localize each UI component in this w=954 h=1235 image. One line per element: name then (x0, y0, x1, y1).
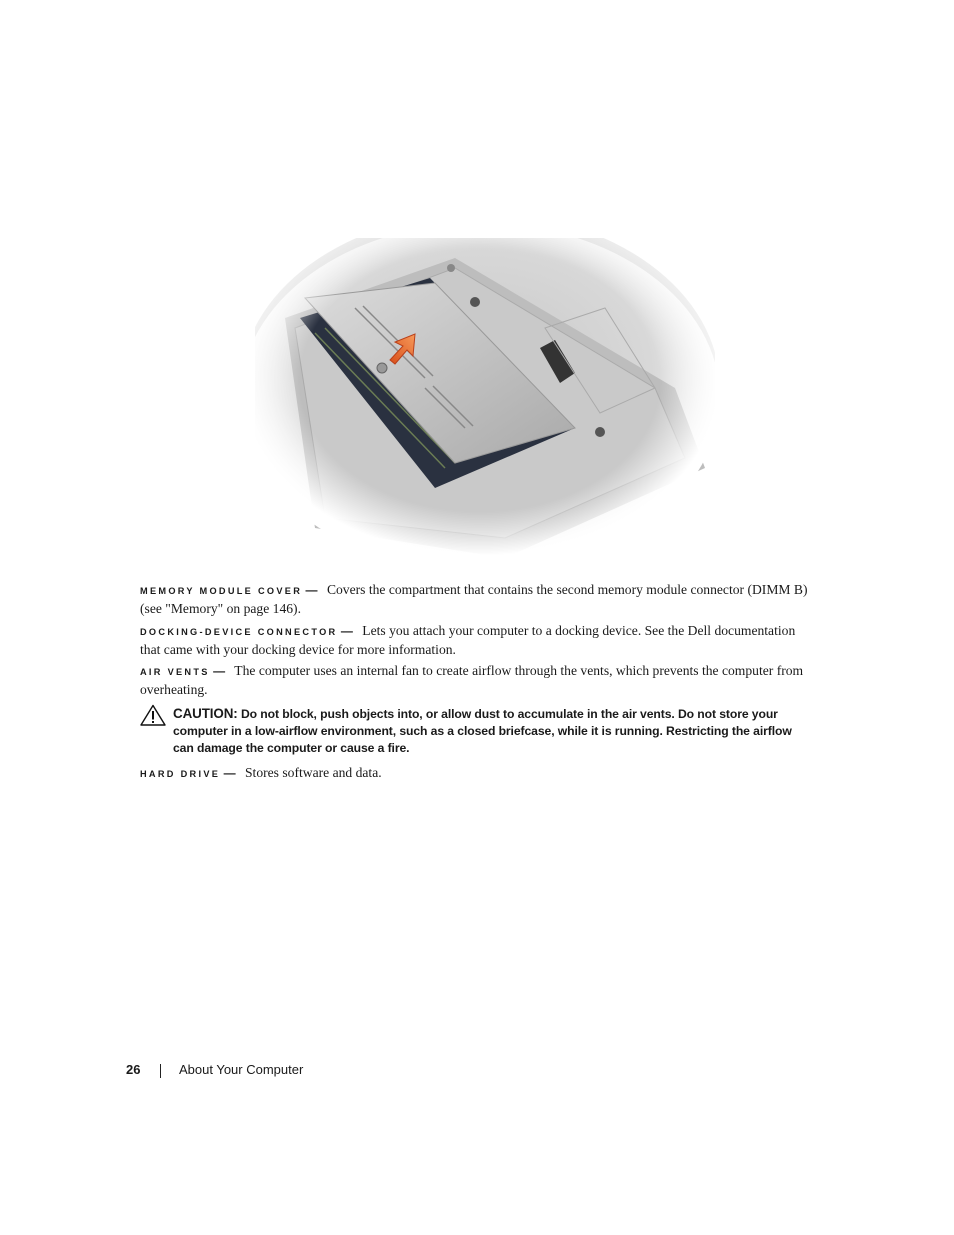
em-dash: — (213, 664, 226, 678)
em-dash: — (340, 624, 353, 638)
entry-text: The computer uses an internal fan to create airflow through the vents, which prevents the computer from overheating. (140, 663, 804, 697)
page-number: 26 (126, 1062, 141, 1077)
entry-memory-module-cover (140, 581, 815, 617)
entry-docking-device-connector (140, 622, 815, 658)
caution-text (173, 705, 813, 757)
memory-cover-illustration (255, 238, 715, 558)
caution-triangle-icon (140, 704, 166, 726)
entry-air-vents (140, 662, 815, 698)
laptop-bottom-image (255, 238, 715, 558)
em-dash: — (305, 583, 318, 597)
term-label: HARD DRIVE (140, 769, 221, 779)
caution-label: CAUTION: (173, 706, 238, 721)
footer-divider (160, 1064, 161, 1078)
term-label: DOCKING-DEVICE CONNECTOR (140, 627, 338, 637)
em-dash: — (223, 766, 236, 780)
caution-notice (140, 704, 810, 758)
term-label: MEMORY MODULE COVER (140, 586, 303, 596)
entry-text: Covers the compartment that contains the second memory module connector (DIMM B) (see "Memory" on page 146). (140, 582, 808, 616)
caution-body: Do not block, push objects into, or allow dust to accumulate in the air vents. Do not store your computer in a low-airflow environment, such as a closed briefcase, while it is running. Restricting the airflow can damage the computer or cause a fire. (173, 707, 792, 755)
entry-text: Lets you attach your computer to a docking device. See the Dell documentation that came with your docking device for more information. (140, 623, 796, 657)
section-title: About Your Computer (179, 1062, 304, 1077)
term-label: AIR VENTS (140, 667, 210, 677)
entry-hard-drive (140, 764, 815, 783)
entry-text: Stores software and data. (244, 765, 382, 780)
